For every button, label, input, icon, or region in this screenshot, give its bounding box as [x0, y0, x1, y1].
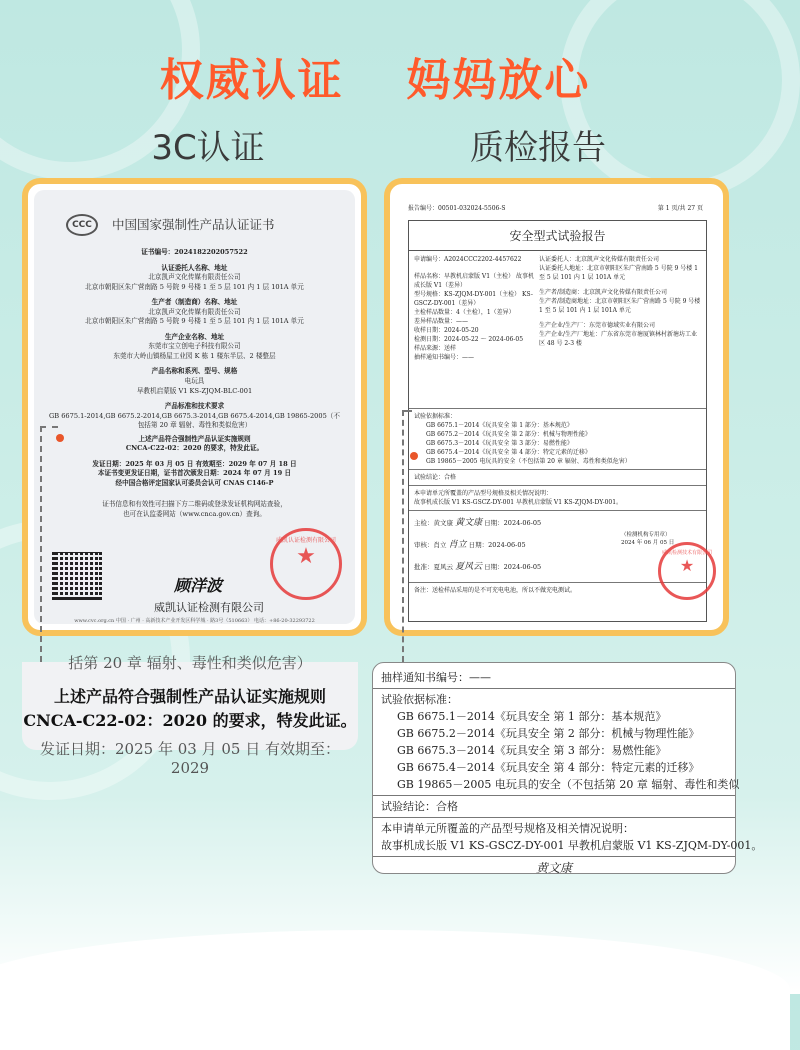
- cert-zoom-panel: [22, 654, 358, 777]
- test-date: 2024-05-22 ～ 2024-06-05: [444, 336, 524, 343]
- zoom-std-item: GB 6675.3－2014《玩具安全 第 3 部分：易燃性能》: [397, 744, 667, 757]
- test-report: [396, 190, 717, 624]
- factory-label: 生产企业/生产厂：: [539, 322, 590, 329]
- cert-no: 2024182202057522: [174, 248, 248, 256]
- cert-valid-label: 有效期至：: [195, 459, 229, 468]
- approve-signature: 夏风云: [455, 562, 483, 572]
- std-item: GB 6675.1－2014《玩具安全 第 1 部分：基本规范》: [426, 422, 573, 429]
- cert-issue-date: 2025 年 03 月 05 日: [125, 459, 194, 468]
- zoom-rule-line-2: CNCA-C22-02：2020 的要求，特发此证。: [23, 711, 357, 730]
- qty-label: 主检样品数量：: [414, 309, 457, 316]
- report-no: 00501-032024-5506-S: [438, 205, 506, 212]
- cert-change-date: 2024 年 07 月 19 日: [223, 469, 292, 478]
- std-item: GB 19865－2005 电玩具的安全（不包括第 20 章 辐射、毒性和类似危害）: [426, 458, 631, 465]
- remark: 送检样品采用的是不可充电电池，所以不做充电测试。: [432, 587, 577, 594]
- cert-client-label: 认证委托人名称、地址: [161, 263, 228, 272]
- zoom-partial-bottom: 发证日期：2025 年 03 月 05 日 有效期至：2029: [40, 740, 340, 777]
- report-seal: [658, 542, 716, 600]
- ccc-logo: CCC: [66, 214, 98, 236]
- conclusion-label: 试验结论：: [414, 474, 445, 481]
- cert-change-label: 本证书变更发证日期，证书首次颁发日期：: [97, 469, 224, 478]
- approve-date: 2024-06-05: [503, 563, 542, 571]
- cert-issue-label: 发证日期：: [92, 459, 126, 468]
- cert-rule-label: 上述产品符合强制性产品认证实施规则: [138, 434, 251, 443]
- cert-valid-date: 2029 年 07 月 18 日: [228, 459, 297, 468]
- marker-dot: [56, 434, 64, 442]
- cert-signature: 顾洋波: [174, 576, 223, 595]
- scope-note: 本申请单元所覆盖的产品型号规格及相关情况说明：: [414, 490, 553, 497]
- report-column-title: 质检报告: [470, 128, 606, 168]
- factory-addr-label: 生产企业/生产厂地址：: [539, 331, 602, 338]
- zoom-basis-label: 试验依据标准：: [381, 693, 458, 706]
- zoom-std-item: GB 6675.1－2014《玩具安全 第 1 部分：基本规范》: [397, 710, 667, 723]
- zoom-rule-line-1: 上述产品符合强制性产品认证实施规则: [53, 687, 326, 706]
- review-name: 肖立: [433, 541, 447, 549]
- main-name: 黄文康: [433, 519, 453, 527]
- maker-addr-label: 生产者/制造商地址：: [539, 298, 596, 305]
- headline-right: 妈妈放心: [406, 55, 591, 106]
- date-label: 日期：: [484, 563, 504, 571]
- report-title: 安全型式试验报告: [409, 221, 706, 251]
- conclusion: 合格: [444, 474, 457, 481]
- approve-name: 夏风云: [433, 563, 453, 571]
- cert-std-text: GB 6675.1-2014,GB 6675.2-2014,GB 6675.3-2014,GB 6675.4-2014,GB 19865-2005（不包括第 20 章 辐射、毒性和类似危害）: [49, 411, 340, 430]
- factory-addr: 广东省东莞市塘厦镇林村新塘坊工业区 48 号 2-3 楼: [539, 331, 698, 347]
- report-card: [384, 178, 729, 636]
- diff-qty: ——: [456, 318, 469, 325]
- client-addr: 北京市朝阳区朱广营南路 5 号院 9 号楼 1 至 5 层 101 内 1 层 101A 单元: [539, 265, 699, 281]
- zoom-scope-text: 故事机成长版 V1 KS-GSCZ-DY-001 早教机启蒙版 V1 KS-ZJQM-DY-001。: [381, 839, 763, 852]
- cert-title: 中国国家强制性产品认证证书: [112, 217, 275, 232]
- src-label: 样品来源：: [414, 345, 445, 352]
- seal-date: 2024 年 06 月 05 日: [621, 540, 675, 547]
- zoom-notice-label: 抽样通知书编号：: [381, 671, 469, 684]
- scope-text: 故事机成长版 V1 KS-GSCZ-DY-001 早教机启蒙版 V1 KS-ZJQM-DY-001。: [414, 499, 623, 506]
- main-signature: 黄文康: [455, 518, 483, 528]
- cert-product-model: 早教机启蒙版 V1 KS-ZJQM-BLC-001: [136, 386, 253, 395]
- cert-footer: www.cvc.org.cn 中国 · 广州 · 高新技术产业开发区科学城 · 路3号（510663） 电话：+86-20-32293722: [74, 618, 315, 624]
- cert-column-title: 3C认证: [151, 128, 265, 168]
- page-headline: [0, 44, 750, 108]
- main-label: 主检：: [414, 519, 434, 527]
- cert-client-name: 北京凯声文化传媒有限责任公司: [148, 273, 241, 282]
- src: 送样: [444, 345, 457, 352]
- qr-code: [52, 550, 102, 600]
- qty: 4（主检），1（差异）: [456, 309, 515, 316]
- cert-seal-text: 威凯认证检测有限公司: [275, 537, 336, 544]
- factory: 东莞市德域实业有限公司: [589, 322, 656, 329]
- diff-qty-label: 差异样品数量：: [414, 318, 457, 325]
- notice: ——: [462, 354, 475, 361]
- client-label: 认证委托人：: [539, 256, 576, 263]
- connector-line: [402, 410, 404, 662]
- cert-cnas: 经中国合格评定国家认可委员会认可 CNAS C146-P: [115, 478, 274, 487]
- cert-card: [22, 178, 367, 636]
- sample: 早教机启蒙版 V1（主检） 故事机成长版 V1（差异）: [414, 273, 534, 289]
- apply-no-label: 申请编号：: [414, 256, 445, 263]
- std-item: GB 6675.3－2014《玩具安全 第 3 部分：易燃性能》: [426, 440, 573, 447]
- zoom-std-item: GB 6675.2－2014《玩具安全 第 2 部分：机械与物理性能》: [397, 727, 700, 740]
- connector-line: [40, 426, 42, 662]
- marker-dot: [410, 452, 418, 460]
- cert-rule-text: CNCA-C22-02：2020 的要求，特发此证。: [125, 444, 264, 453]
- bottom-wave: [0, 930, 790, 1050]
- cert-note-2: 也可在认监委网站（www.cnca.gov.cn）查询。: [123, 510, 266, 519]
- zoom-partial-signature: 黄文康: [535, 861, 572, 875]
- cert-org: 威凯认证检测有限公司: [154, 601, 264, 614]
- report-no-label: 报告编号：: [408, 205, 439, 212]
- zoom-conclusion: 合格: [436, 800, 458, 813]
- zoom-std-item: GB 6675.4－2014《玩具安全 第 4 部分：特定元素的迁移》: [397, 761, 700, 774]
- maker-addr: 北京市朝阳区朱广营南路 5 号院 9 号楼 1 至 5 层 101 内 1 层 101A 单元: [539, 298, 701, 314]
- recv: 2024-05-20: [444, 327, 479, 334]
- cert-note-1: 证书信息和有效性可扫描下方二维码或登录发证机构网站查验，: [102, 500, 287, 509]
- main-date: 2024-06-05: [503, 519, 542, 527]
- test-label: 检测日期：: [414, 336, 445, 343]
- client: 北京凯声文化传媒有限责任公司: [575, 256, 660, 263]
- std-item: GB 6675.2－2014《玩具安全 第 2 部分：机械与物理性能》: [426, 431, 591, 438]
- review-date: 2024-06-05: [488, 541, 526, 549]
- model: KS-ZJQM-DY-001（主检） KS-GSCZ-DY-001（差异）: [414, 291, 533, 307]
- cert-factory-name: 东莞市宝立创电子科技有限公司: [148, 342, 241, 351]
- cert-maker-addr: 北京市朝阳区朱广营南路 5 号院 9 号楼 1 至 5 层 101 内 1 层 101A 单元: [85, 317, 304, 326]
- cert-factory-addr: 东莞市大岭山镇杨屋工业园 K 栋 1 楼东半层、2 楼整层: [113, 351, 276, 360]
- date-label: 日期：: [484, 519, 504, 527]
- cert-body: [46, 248, 343, 520]
- seal-star-icon: ★: [679, 555, 695, 575]
- recv-label: 收样日期：: [414, 327, 445, 334]
- ccc-certificate: [34, 190, 355, 624]
- date-label: 日期：: [468, 541, 489, 549]
- sample-label: 样品名称：: [414, 273, 445, 280]
- cert-no-label: 证书编号：: [141, 248, 175, 256]
- cert-product-label: 产品名称和系列、型号、规格: [151, 367, 238, 376]
- cert-factory-label: 生产企业名称、地址: [164, 332, 225, 341]
- report-zoom-panel: [372, 662, 763, 875]
- notice-label: 抽样通知书编号：: [414, 354, 463, 361]
- review-label: 审核：: [414, 541, 434, 549]
- seal-star-icon: ★: [296, 543, 316, 569]
- report-conclusion-row: [409, 470, 706, 486]
- maker-label: 生产者/制造商：: [539, 289, 584, 296]
- std-item: GB 6675.4－2014《玩具安全 第 4 部分：特定元素的迁移》: [426, 449, 591, 456]
- model-label: 型号规格：: [414, 291, 445, 298]
- report-info-section: [409, 251, 706, 409]
- remark-label: 备注：: [414, 587, 433, 594]
- zoom-std-item: GB 19865－2005 电玩具的安全（不包括第 20 章 辐射、毒性和类似: [397, 778, 740, 791]
- connector-line: [40, 426, 58, 428]
- zoom-conclusion-label: 试验结论：: [381, 800, 436, 813]
- zoom-scope-note: 本申请单元所覆盖的产品型号规格及相关情况说明：: [381, 822, 634, 835]
- cert-std-label: 产品标准和技术要求: [164, 402, 225, 411]
- report-seal-text: 威凯检测技术有限公司: [661, 550, 712, 556]
- seal-side-label: （检测机构专用章）: [621, 532, 671, 538]
- maker: 北京凯声文化传媒有限责任公司: [583, 289, 668, 296]
- report-scope-section: [409, 486, 706, 511]
- basis-label: 试验依据标准：: [414, 413, 457, 420]
- cert-maker-name: 北京凯声文化传媒有限责任公司: [148, 307, 241, 316]
- zoom-partial-top: 括第 20 章 辐射、毒性和类似危害）: [68, 654, 312, 672]
- zoom-notice: ——: [469, 671, 491, 684]
- apply-no: A2024CCC2202-4457622: [444, 256, 522, 263]
- client-addr-label: 认证委托人地址：: [539, 265, 588, 272]
- cert-seal: [270, 528, 342, 600]
- review-signature: 肖立: [448, 540, 467, 550]
- report-page: 第 1 页/共 27 页: [657, 205, 703, 212]
- approve-label: 批准：: [414, 563, 434, 571]
- report-standards-section: [409, 409, 706, 470]
- cert-client-addr: 北京市朝阳区朱广营南路 5 号院 9 号楼 1 至 5 层 101 内 1 层 101A 单元: [85, 282, 304, 291]
- cert-maker-label: 生产者（制造商）名称、地址: [151, 298, 238, 307]
- cert-product-name: 电玩具: [184, 377, 205, 386]
- headline-left: 权威认证: [159, 55, 344, 106]
